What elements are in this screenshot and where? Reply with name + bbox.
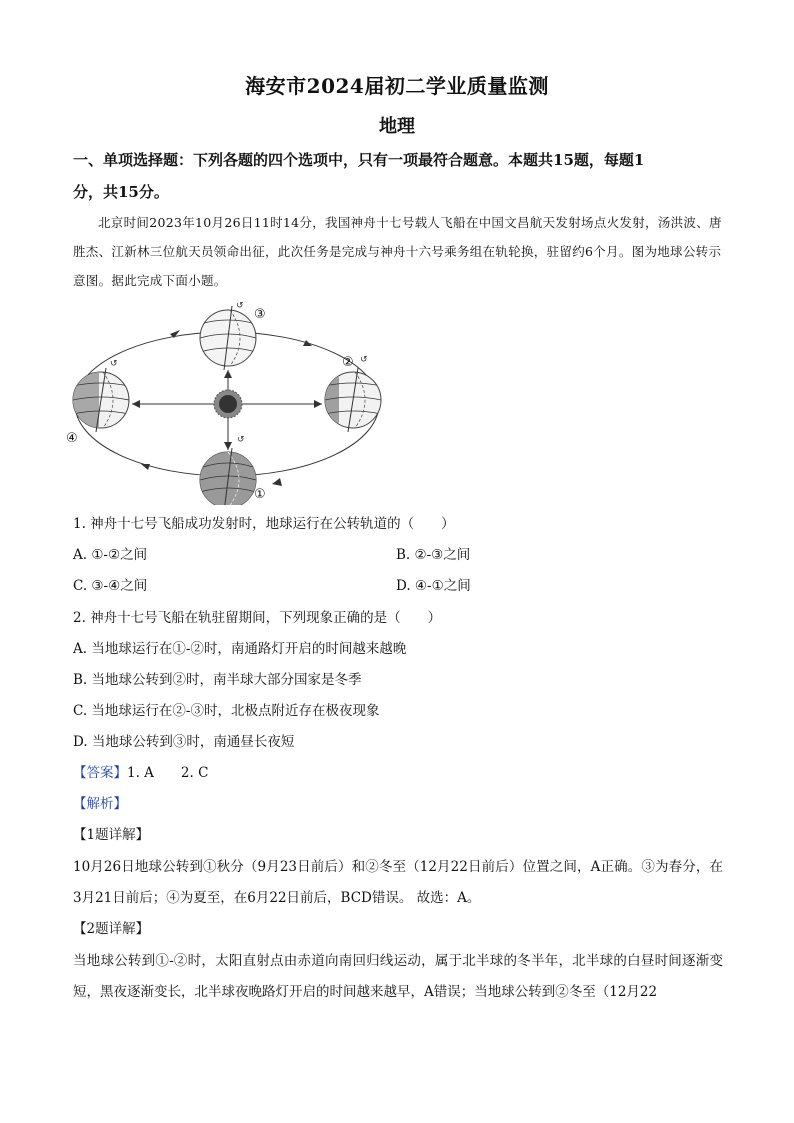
answer-label: 【答案】 <box>73 765 127 781</box>
svg-text:↺: ↺ <box>360 355 368 365</box>
question-2-option-c: C. 当地球运行在②-③时，北极点附近存在极夜现象 <box>73 703 380 719</box>
orbit-arrow-icon <box>272 478 282 486</box>
question-1-option-b: B. ②-③之间 <box>396 547 471 563</box>
position-label-2: ② <box>342 355 354 370</box>
earth-globe-icon <box>73 359 129 432</box>
svg-text:↺: ↺ <box>110 359 118 369</box>
page-title: 海安市2024届初二学业质量监测 <box>245 74 549 98</box>
subject-title: 地理 <box>379 116 415 137</box>
svg-text:↺: ↺ <box>237 435 245 445</box>
section-heading-line1: 一、单项选择题：下列各题的四个选项中，只有一项最符合题意。本题共15题，每题1 <box>73 151 645 169</box>
question-2-option-d: D. 当地球公转到③时，南通昼长夜短 <box>73 734 295 750</box>
analysis-q1-text: 10月26日地球公转到①秋分（9月23日前后）和②冬至（12月22日前后）位置之间，A正确。③为春分，在3月21日前后；④为夏至，在6月22日前后，BCD错误。 故选：A。 <box>73 859 723 906</box>
svg-text:↺: ↺ <box>236 301 244 311</box>
question-1-option-d: D. ④-①之间 <box>396 578 471 594</box>
earth-revolution-diagram <box>60 300 400 505</box>
question-2-stem: 2. 神舟十七号飞船在轨驻留期间，下列现象正确的是（ ） <box>73 610 442 626</box>
orbit-arrow-icon <box>303 340 312 346</box>
section-heading-line2: 分，共15分。 <box>73 183 169 201</box>
intro-paragraph: 北京时间2023年10月26日11时14分，我国神舟十七号载人飞船在中国文昌航天发射场点火发射，汤洪波、唐胜杰、江新林三位航天员领命出征，此次任务是完成与神舟十六号乘务组在轨轮换，驻留约6个月。图为地球公转示意图。据此完成下面小题。 <box>73 215 722 288</box>
section-heading <box>73 144 723 208</box>
question-2-option-b: B. 当地球公转到②时，南半球大部分国家是冬季 <box>73 672 362 688</box>
question-1-option-c: C. ③-④之间 <box>73 578 148 594</box>
analysis-q1-label: 【1题详解】 <box>73 827 150 843</box>
question-1-option-a: A. ①-②之间 <box>73 547 148 563</box>
question-1-stem: 1. 神舟十七号飞船成功发射时，地球运行在公转轨道的（ ） <box>73 516 455 532</box>
answer-value: 1. A 2. C <box>127 765 209 781</box>
earth-globe-icon <box>200 301 256 370</box>
answer-line <box>73 763 208 783</box>
orbit-arrow-icon <box>141 464 150 470</box>
position-label-4: ④ <box>66 431 78 446</box>
question-2-option-a: A. 当地球运行在①-②时，南通路灯开启的时间越来越晚 <box>73 641 407 657</box>
position-label-1: ① <box>254 487 266 502</box>
analysis-q2-label: 【2题详解】 <box>73 921 150 937</box>
position-label-3: ③ <box>254 307 266 322</box>
sun-icon <box>214 390 242 418</box>
analysis-q2-text: 当地球公转到①-②时，太阳直射点由赤道向南回归线运动，属于北半球的冬半年，北半球的白昼时间逐渐变短，黑夜逐渐变长，北半球夜晚路灯开启的时间越来越早，A错误；当地球公转到②冬至（12月22 <box>73 953 723 1000</box>
analysis-label: 【解析】 <box>73 796 127 812</box>
